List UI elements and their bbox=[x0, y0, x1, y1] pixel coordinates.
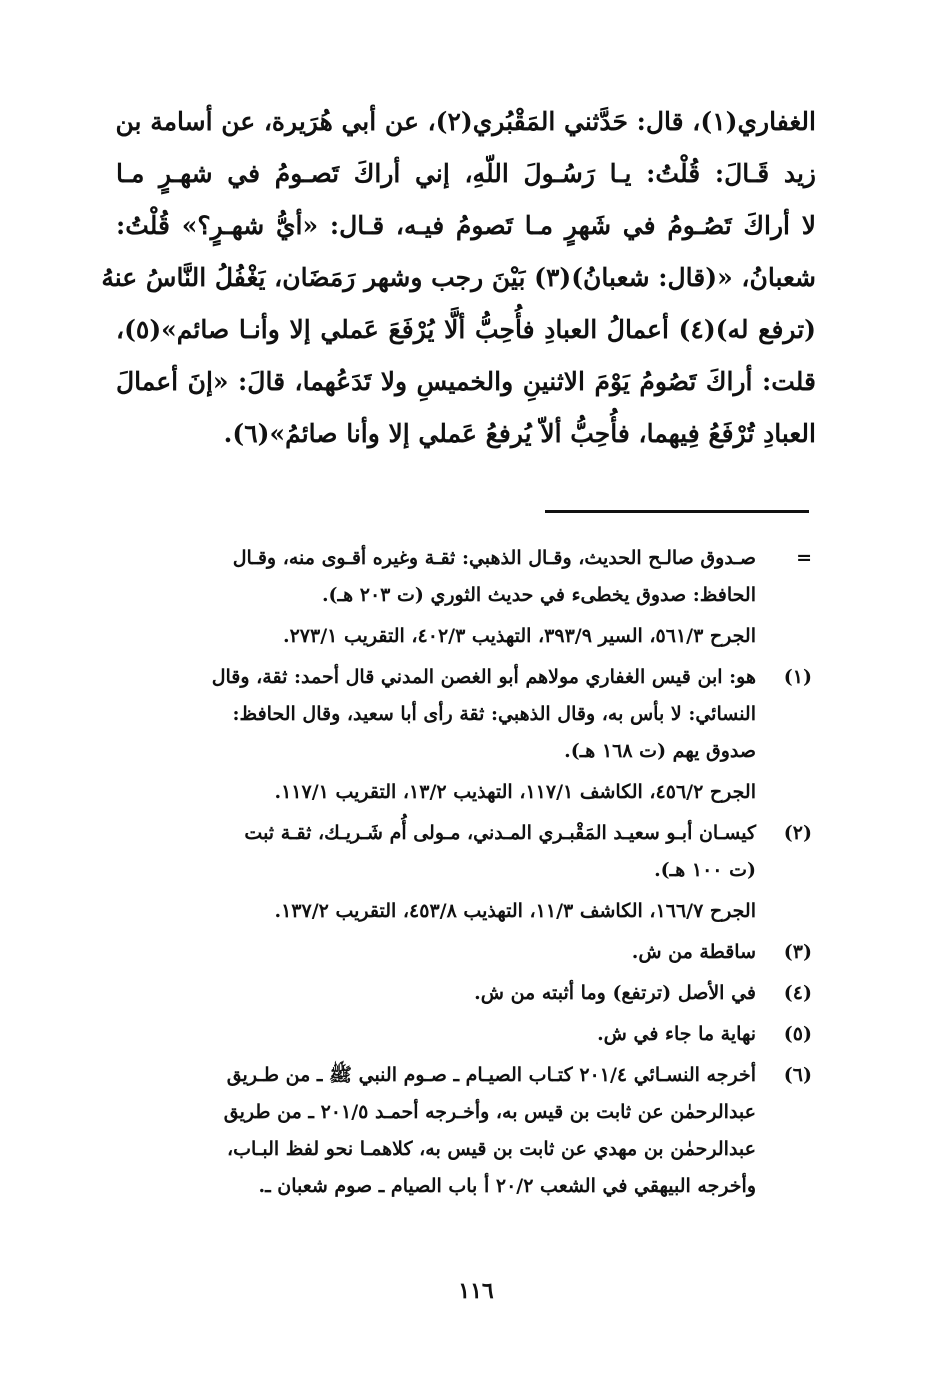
footnote-body bbox=[116, 815, 756, 930]
page-number: ١١٦ bbox=[458, 1278, 494, 1304]
body-line: قلت: أراكَ تَصُومُ يَوْمَ الاثنينِ والخميسِ ولا تَدَعُهما، قالَ: «إنَ أعمالَ bbox=[116, 367, 816, 396]
footnote-2 bbox=[116, 815, 816, 930]
footnote-line: النسائي: لا بأس به، وقال الذهبي: ثقة رأى أبا سعيد، وقال الحافظ: bbox=[232, 703, 756, 725]
footnote-number: (١) bbox=[783, 666, 812, 688]
footnote-references: الجرح ٥٦١/٣، السير ٣٩٣/٩، التهذيب ٤٠٢/٣، التقريب ٢٧٣/١. bbox=[282, 625, 756, 647]
footnote-5 bbox=[116, 1016, 816, 1053]
footnote-number: (٥) bbox=[783, 1023, 812, 1045]
hadith-body-text bbox=[101, 96, 816, 460]
footnote-number: (٣) bbox=[783, 941, 812, 963]
footnote-line: كيسـان أبـو سعيـد المَقْبـري المـدني، مـولى أُم شَـريـك، ثقـة ثبت bbox=[244, 822, 756, 844]
footnote-line: الحافظ: صدوق يخطىء في حديث الثوري (ت ٢٠٣ هـ). bbox=[321, 584, 756, 606]
footnotes-section bbox=[116, 540, 816, 1209]
footnote-line: عبدالرحمٰن بن مهدي عن ثابت بن قيس به، كلاهمـا نحو لفظ البـاب، bbox=[226, 1138, 756, 1160]
footnote-line: في الأصل (ترتفع) وما أثبته من ش. bbox=[474, 982, 756, 1004]
body-line: (ترفع له)(٤) أعمالُ العبادِ فأُحِبُّ ألَّا يُرْفَعَ عَملي إلا وأنـا صائم»(٥)، bbox=[116, 315, 816, 344]
footnote-line: ساقطة من ش. bbox=[631, 941, 756, 963]
footnote-3 bbox=[116, 934, 816, 971]
footnote-6 bbox=[116, 1057, 816, 1205]
footnote-body bbox=[116, 975, 756, 1012]
body-line: الغفاري(١)، قال: حَدَّثني المَقْبُري(٢)، عن أبي هُرَيرة، عن أسامة بن bbox=[115, 107, 816, 136]
footnote-divider bbox=[545, 510, 809, 513]
footnote-references: الجرح ٤٥٦/٢، الكاشف ١١٧/١، التهذيب ١٣/٢، التقريب ١١٧/١. bbox=[274, 781, 756, 803]
footnote-number: (٤) bbox=[783, 982, 812, 1004]
footnote-references: الجرح ١٦٦/٧، الكاشف ١١/٣، التهذيب ٤٥٣/٨، التقريب ١٣٧/٢. bbox=[274, 900, 756, 922]
footnote-body bbox=[116, 1057, 756, 1205]
footnote-number: (٦) bbox=[783, 1064, 812, 1086]
footnote-body bbox=[116, 934, 756, 971]
footnote-line: صـدوق صالـح الحديث، وقـال الذهبي: ثقـة وغيره أقـوى منه، وقـال bbox=[232, 547, 756, 569]
footnote-line: (ت ١٠٠ هـ). bbox=[654, 859, 756, 881]
footnote-number: (٢) bbox=[783, 822, 812, 844]
footnote-line: هو: ابن قيس الغفاري مولاهم أبو الغصن المدني قال أحمد: ثقة، وقال bbox=[211, 666, 756, 688]
footnote-body bbox=[116, 659, 756, 811]
body-line: لا أراكَ تَصُـومُ في شَهرٍ مـا تَصومُ فيـه، قـال: «أيُّ شهـرٍ؟» قُلْتُ: bbox=[116, 211, 816, 240]
body-line: العبادِ تُرْفَعُ فِيهما، فأُحِبُّ ألاّ يُرفعُ عَملي إلا وأنا صائمُ»(٦). bbox=[223, 419, 816, 448]
footnote-body bbox=[116, 1016, 756, 1053]
footnote-number: = bbox=[796, 547, 812, 569]
footnote-line: وأخرجه البيهقي في الشعب ٢٠/٢ أ باب الصيام ـ صوم شعبان ـ. bbox=[258, 1175, 756, 1197]
footnote-1 bbox=[116, 659, 816, 811]
body-line: زيد قَـالَ: قُلْتُ: يـا رَسُـولَ اللّهِ، إني أراكَ تَصـومُ في شهـرٍ مـا bbox=[116, 159, 816, 188]
footnote-line: صدوق يهم (ت ١٦٨ هـ). bbox=[564, 740, 756, 762]
footnote-line: نهاية ما جاء في ش. bbox=[597, 1023, 756, 1045]
footnote-continuation bbox=[116, 540, 816, 655]
body-line: شعبانُ، «(قال: شعبانُ)(٣) بَيْنَ رجب وشهر رَمَضَان، يَغْفُلُ النَّاسُ عنهُ bbox=[101, 263, 816, 292]
footnote-line: عبدالرحمٰن عن ثابت بن قيس به، وأخـرجه أحمـد ٢٠١/٥ ـ من طريق bbox=[223, 1101, 756, 1123]
footnote-body bbox=[116, 540, 756, 655]
footnote-4 bbox=[116, 975, 816, 1012]
footnote-line: أخرجه النسـائي ٢٠١/٤ كتـاب الصيـام ـ صـوم النبي ﷺ ـ من طـريق bbox=[226, 1064, 756, 1086]
